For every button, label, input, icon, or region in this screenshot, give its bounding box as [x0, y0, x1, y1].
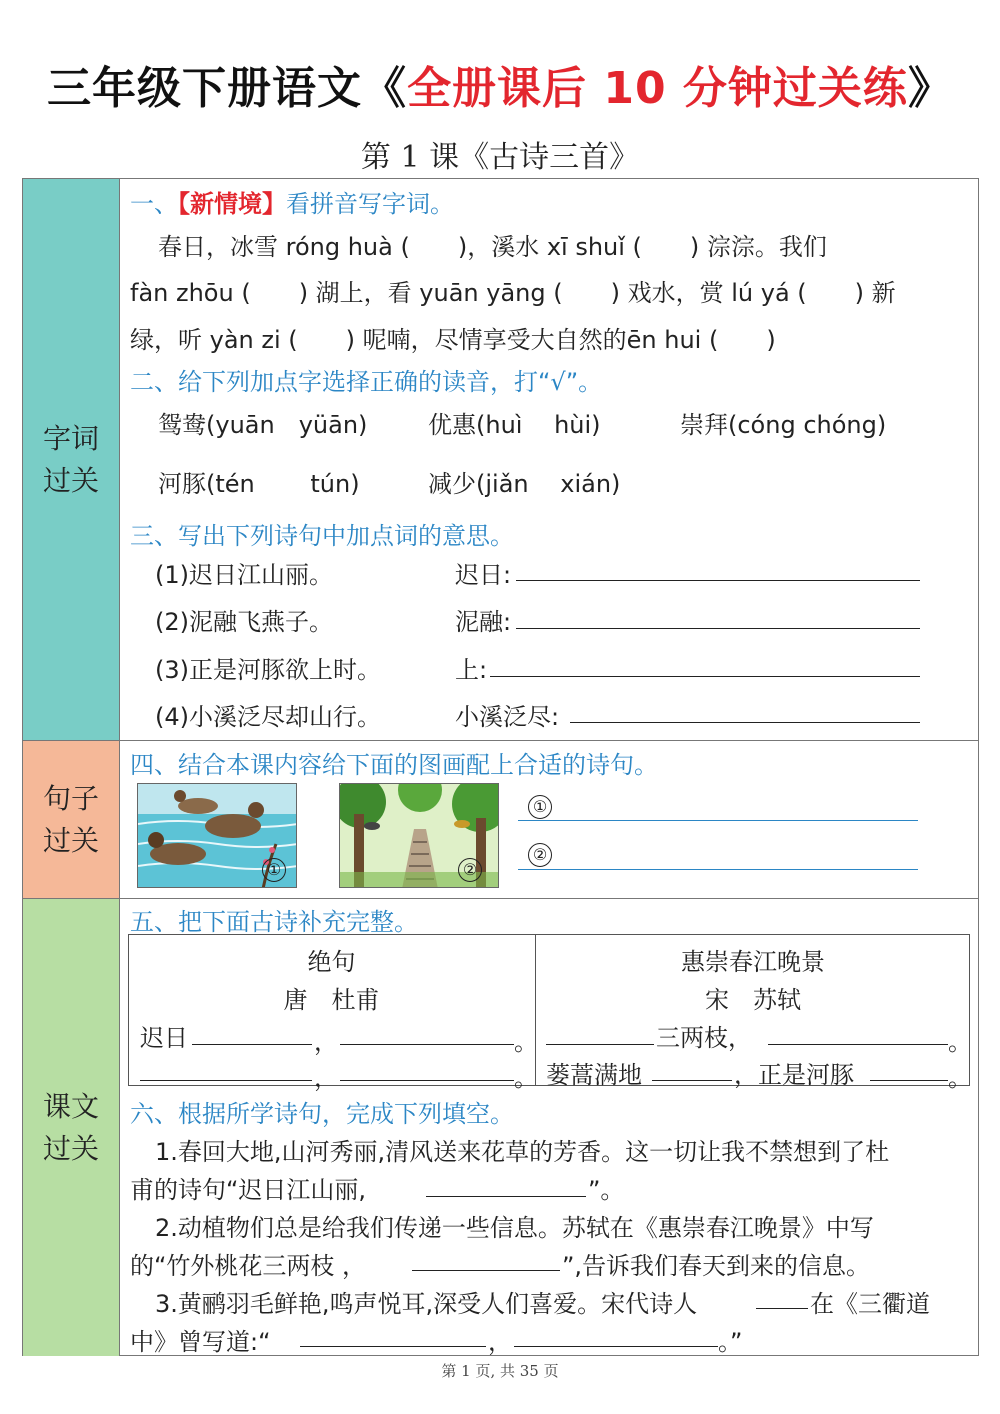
punctuation: 。 — [948, 1064, 972, 1092]
poem-line-mid: 三两枝， — [656, 1024, 752, 1052]
q1-heading: 一、【新情境】看拼音写字词。 — [130, 190, 454, 218]
poem-line-start: 蒌蒿满地 — [546, 1061, 642, 1089]
q6-line: ， — [488, 1328, 512, 1356]
caption-line[interactable] — [518, 820, 918, 821]
q2-item[interactable]: 优惠(huì hùi) — [428, 411, 601, 439]
q6-line: 。” — [718, 1328, 743, 1356]
q3-answer-label: 上: — [455, 656, 488, 684]
q5-heading: 五、把下面古诗补充完整。 — [130, 908, 418, 936]
q2-item[interactable]: 减少(jiǎn xián) — [428, 470, 621, 498]
fill-blank[interactable] — [546, 1044, 654, 1045]
fill-blank[interactable] — [514, 1346, 718, 1347]
fill-blank[interactable] — [870, 1080, 948, 1081]
punctuation: 。 — [514, 1064, 538, 1092]
punctuation: ， — [314, 1028, 338, 1056]
q3-question: (2)泥融飞燕子。 — [155, 608, 333, 636]
poem-line-mid: ，正是河豚 — [734, 1061, 854, 1089]
caption-line[interactable] — [518, 869, 918, 870]
punctuation: 。 — [514, 1028, 538, 1056]
q6-line: 3.黄鹂羽毛鲜艳,鸣声悦耳,深受人们喜爱。宋代诗人 — [155, 1290, 698, 1318]
picture-number: ② — [458, 853, 482, 882]
q1-line-2: fàn zhōu ( ) 湖上，看 yuān yāng ( ) 戏水，赏 lú yá ( ) 新 — [130, 279, 896, 307]
q6-line: 2.动植物们总是给我们传递一些信息。苏轼在《惠崇春江晚景》中写 — [155, 1214, 874, 1242]
q2-item[interactable]: 鸳鸯(yuān yüān) — [158, 411, 368, 439]
q2-item[interactable]: 河豚(tén tún) — [158, 470, 360, 498]
fill-blank[interactable] — [426, 1196, 586, 1197]
page-title: 三年级下册语文《全册课后 10 分钟过关练》 — [47, 63, 953, 114]
q6-line: 中》曾写道:“ — [130, 1328, 271, 1356]
answer-line[interactable] — [516, 580, 920, 581]
q1-line-1: 春日，冰雪 róng huà ( )，溪水 xī shuǐ ( ) 淙淙。我们 — [158, 233, 827, 261]
q3-answer-label: 迟日: — [455, 561, 512, 589]
punctuation: ， — [314, 1064, 338, 1092]
caption-number: ② — [528, 838, 552, 867]
answer-line[interactable] — [570, 722, 920, 723]
poem-line-start: 迟日 — [140, 1024, 188, 1052]
q3-question: (3)正是河豚欲上时。 — [155, 656, 381, 684]
q4-heading: 四、结合本课内容给下面的图画配上合适的诗句。 — [130, 751, 658, 779]
q6-line: 甫的诗句“迟日江山丽, — [130, 1176, 367, 1204]
fill-blank[interactable] — [340, 1044, 514, 1045]
q6-heading: 六、根据所学诗句，完成下列填空。 — [130, 1100, 514, 1128]
poem-title: 惠崇春江晚景 — [681, 948, 825, 976]
caption-number: ① — [528, 790, 552, 819]
q1-line-3: 绿，听 yàn zi ( ) 呢喃，尽情享受大自然的ēn hui ( ) — [130, 326, 776, 354]
q3-question: (1)迟日江山丽。 — [155, 561, 333, 589]
q3-answer-label: 小溪泛尽: — [455, 703, 560, 731]
punctuation: 。 — [948, 1028, 972, 1056]
fill-blank[interactable] — [412, 1270, 560, 1271]
q6-line: ”。 — [588, 1176, 625, 1204]
fill-blank[interactable] — [652, 1080, 732, 1081]
q6-line: 的“竹外桃花三两枝 ， — [130, 1252, 367, 1280]
q3-answer-label: 泥融: — [455, 608, 512, 636]
fill-blank[interactable] — [756, 1308, 808, 1309]
q2-heading: 二、给下列加点字选择正确的读音，打“√”。 — [130, 368, 603, 396]
lesson-title: 第 1 课《古诗三首》 — [360, 140, 640, 175]
fill-blank[interactable] — [768, 1044, 948, 1045]
q3-heading: 三、写出下列诗句中加点词的意思。 — [130, 522, 514, 550]
q6-line: 在《三衢道 — [810, 1290, 930, 1318]
picture-number: ① — [262, 853, 286, 882]
section-label-sentences: 句子过关 — [23, 740, 120, 898]
fill-blank[interactable] — [140, 1080, 312, 1081]
answer-line[interactable] — [516, 628, 920, 629]
fill-blank[interactable] — [300, 1346, 486, 1347]
section-label-words: 字词过关 — [23, 179, 120, 740]
q3-question: (4)小溪泛尽却山行。 — [155, 703, 381, 731]
answer-line[interactable] — [490, 676, 920, 677]
fill-blank[interactable] — [340, 1080, 514, 1081]
q6-line: 1.春回大地,山河秀丽,清风送来花草的芳香。这一切让我不禁想到了杜 — [155, 1138, 890, 1166]
section-label-text: 课文过关 — [23, 898, 120, 1356]
poem-title: 绝句 — [307, 948, 356, 976]
q2-item[interactable]: 崇拜(cóng chóng) — [680, 411, 887, 439]
poem-author: 宋 苏轼 — [705, 986, 801, 1014]
q6-line: ”,告诉我们春天到来的信息。 — [562, 1252, 871, 1280]
fill-blank[interactable] — [192, 1044, 312, 1045]
page-footer: 第 1 页, 共 35 页 — [441, 1362, 559, 1380]
poem-author: 唐 杜甫 — [283, 986, 380, 1014]
divider — [120, 740, 978, 741]
divider — [120, 898, 978, 899]
